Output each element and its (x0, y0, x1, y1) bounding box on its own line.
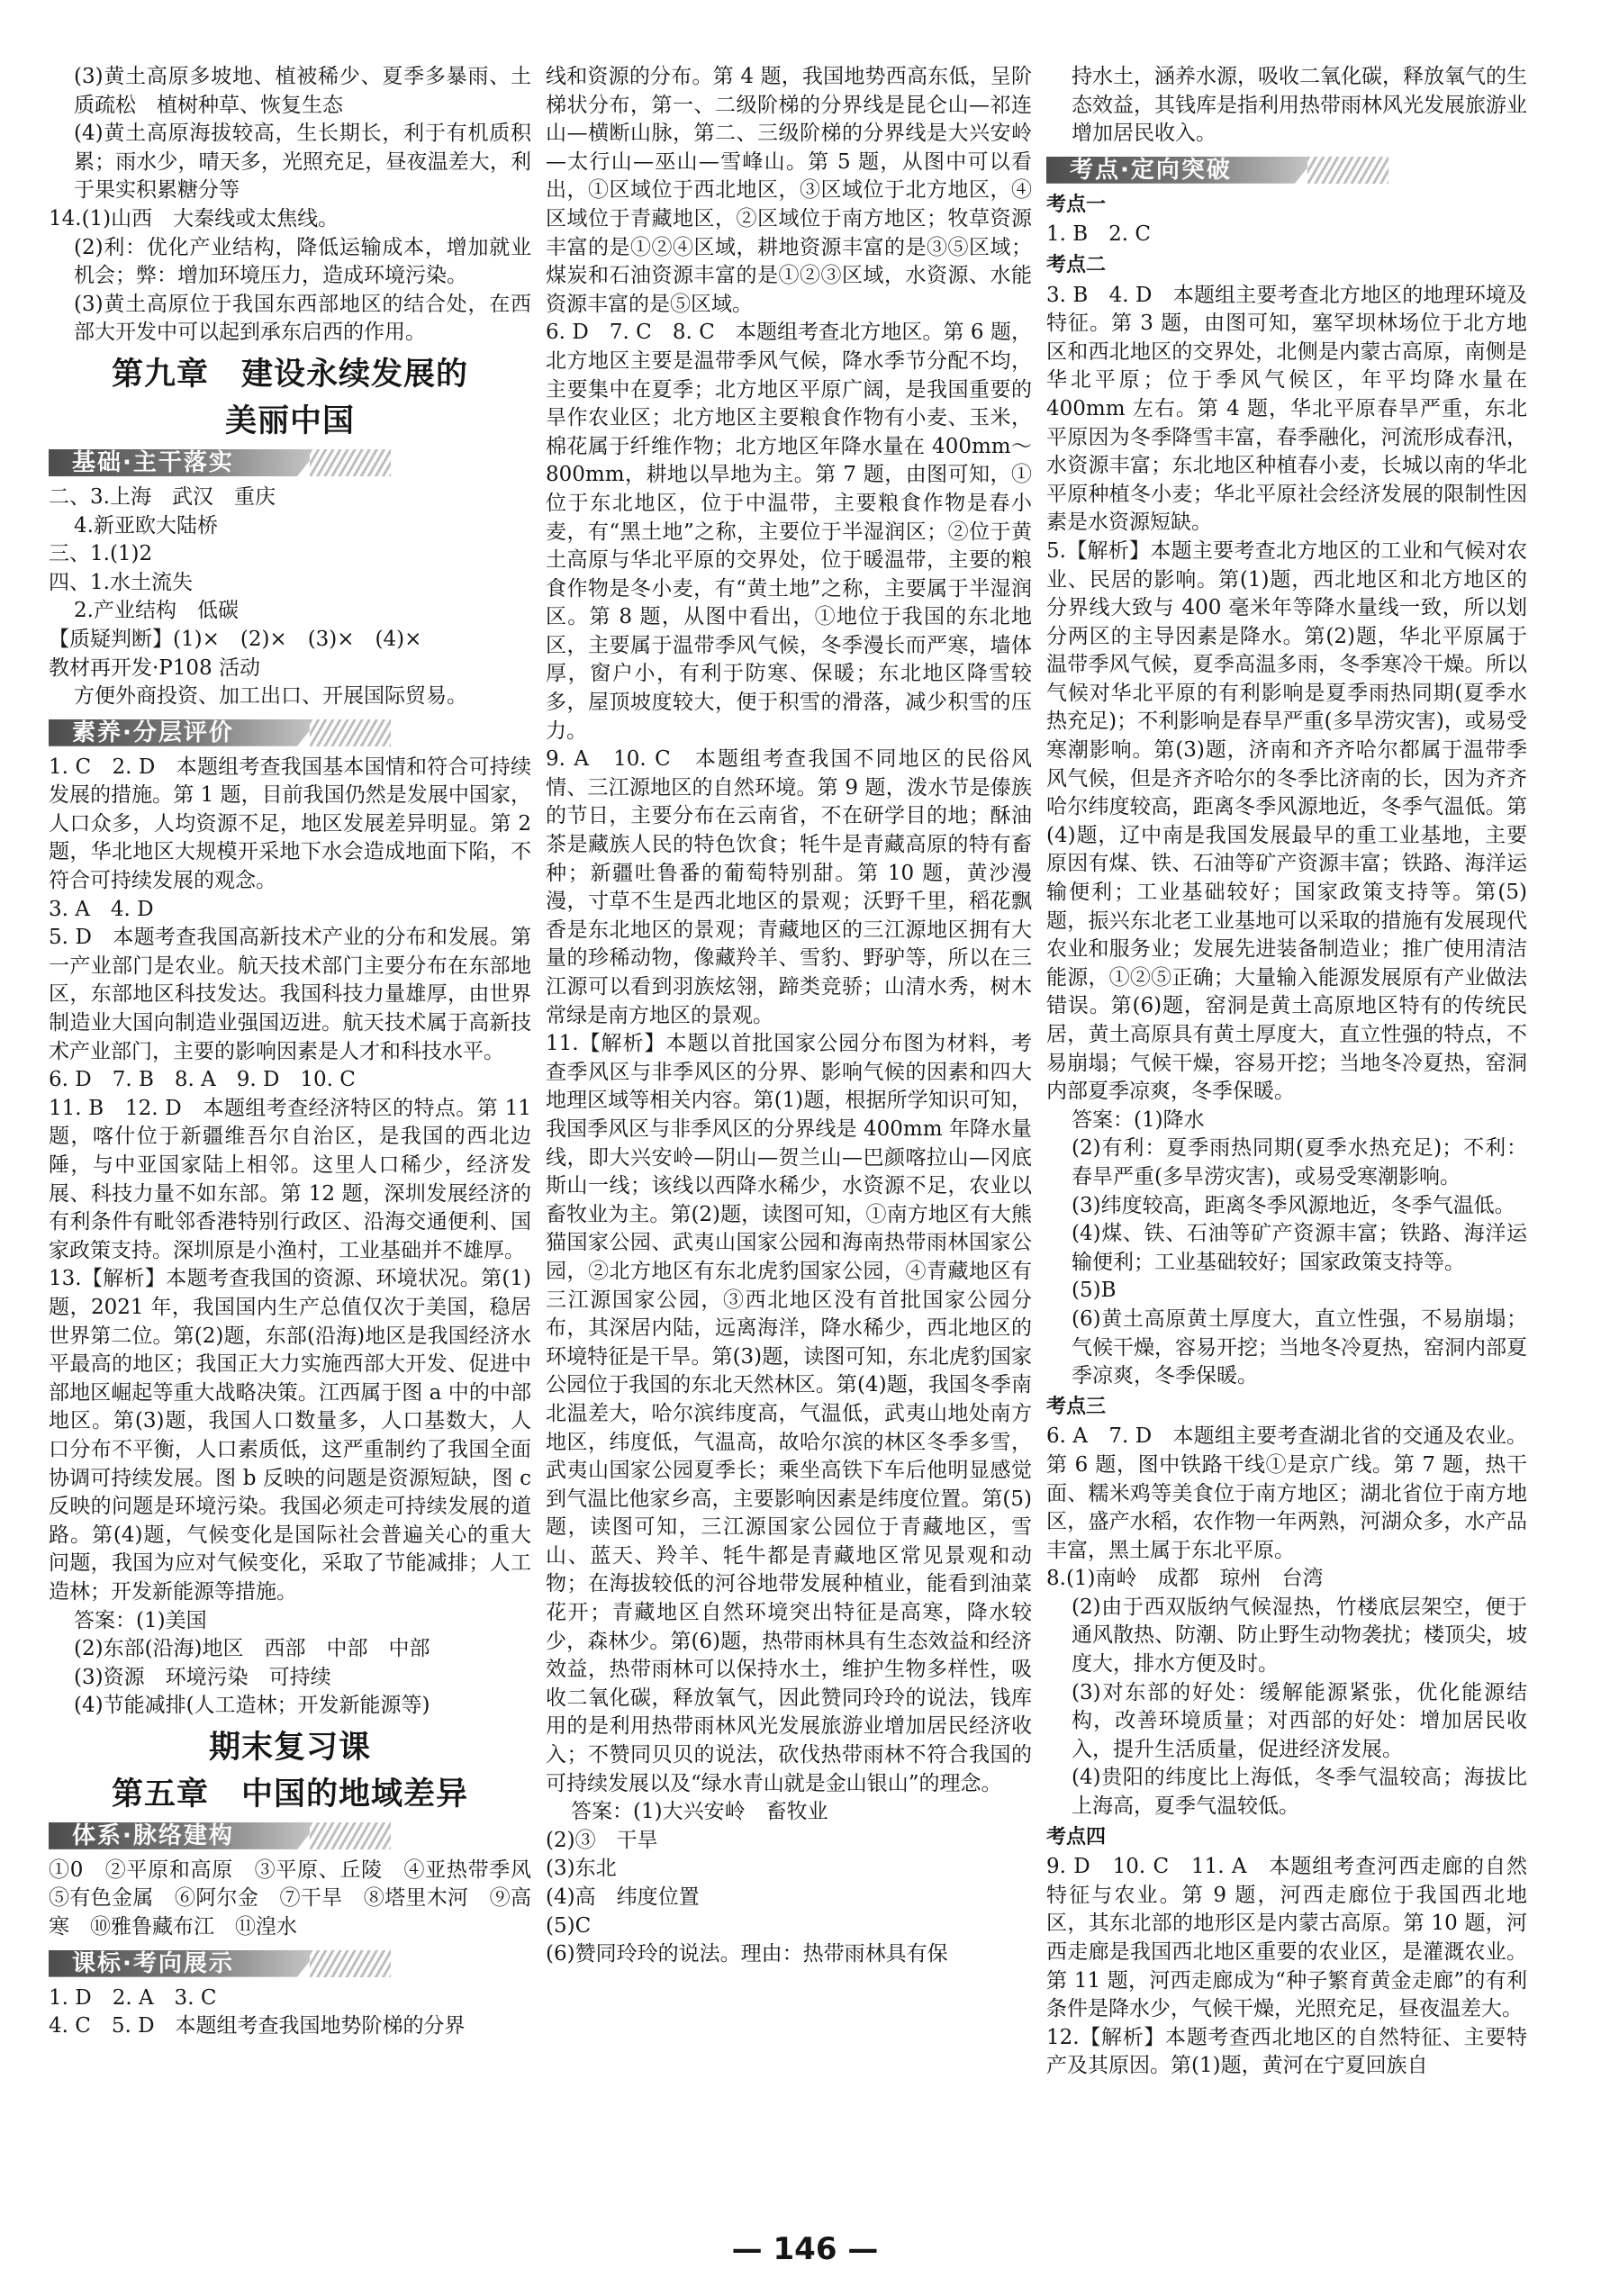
chapter-title: 期末复习课 (208, 1729, 371, 1766)
chapter-title: 美丽中国 (224, 402, 355, 439)
answer-paragraph: 4.新亚欧大陆桥 (74, 513, 218, 538)
answer-paragraph: 6. A 7. D 本题组主要考查湖北省的交通及农业。第 6 题，图中铁路干线①是京广线。第 7 题，热干面、糯米鸡等美食位于南方地区；湖北省位于南方地区，盛产水稻，农作物一年两熟，河湖众多，水产品丰富，黑土属于东北平原。 (1046, 1424, 1527, 1562)
answer-paragraph: 11.【解析】本题以首批国家公园分布图为材料，考查季风区与非季风区的分界、影响气候的因素和四大地理区域等相关内容。第(1)题，根据所学知识可知，我国季风区与非季风区的分界线是 400mm 年降水量线，即大兴安岭—阴山—贺兰山—巴颜喀拉山—冈底斯山一线；该线以西降水稀少，水资源不足，农业以畜牧业为主。第(2)题，读图可知，①南方地区有大熊猫国家公园、武夷山国家公园和海南热带雨林国家公园，②北方地区有东北虎豹国家公园，④青藏地区有三江源国家公园，③西北地区没有首批国家公园分布，其深居内陆，远离海洋，降水稀少，西北地区的环境特征是干旱。第(3)题，读图可知，东北虎豹国家公园位于我国的东北天然林区。第(4)题，我国冬季南北温差大，哈尔滨纬度高，气温低，武夷山地处南方地区，纬度低，气温高，故哈尔滨的林区冬季多雪，武夷山国家公园夏季长；乘坐高铁下车后他明显感觉到气温比他家乡高，主要影响因素是纬度位置。第(5)题，读图可知，三江源国家公园位于青藏地区，雪山、蓝天、羚羊、牦牛都是青藏地区常见景观和动物；在海拔较低的河谷地带发展种植业，能看到油菜花开；青藏地区自然环境突出特征是高寒，降水较少，森林少。第(6)题，热带雨林具有生态效益和经济效益，热带雨林可以保持水土，维护生物多样性，吸收二氧化碳，释放氧气，因此赞同玲玲的说法，钱库用的是利用热带雨林风光发展旅游业增加居民经济收入；不赞同贝贝的说法，砍伐热带雨林不符合我国的可持续发展以及“绿水青山就是金山银山”的理念。 (546, 1032, 1032, 1795)
answer-paragraph: 方便外商投资、加工出口、开展国际贸易。 (74, 684, 467, 709)
banner-hatch (310, 719, 391, 746)
answer-paragraph: 8.(1)南岭 成都 琼州 台湾 (1046, 1567, 1324, 1591)
answer-paragraph: (4)高 纬度位置 (546, 1885, 700, 1909)
answer-paragraph: (6)赞同玲玲的说法。理由：热带雨林具有保 (546, 1942, 948, 1966)
answer-paragraph: 13.【解析】本题考查我国的资源、环境状况。第(1)题，2021 年，我国国内生产总值仅次于美国，稳居世界第二位。第(2)题，东部(沿海)地区是我国经济水平最高的地区；我国正大力实施西部大开发、促进中部地区崛起等重大战略决策。江西属于图 a 中的中部地区。第(3)题，我国人口数量多，人口基数大，人口分布不平衡，人口素质低，这严重制约了我国全面协调可持续发展。图 b 反映的问题是资源短缺，图 c 反映的问题是环境污染。我国必须走可持续发展的道路。第(4)题，气候变化是国际社会普遍关心的重大问题，我国为应对气候变化，采取了节能减排；人工造林；开发新能源等措施。 (49, 1267, 531, 1604)
column-middle (546, 63, 1032, 1969)
answer-paragraph: 1. B 2. C (1046, 222, 1152, 247)
answer-paragraph: 6. D 7. B 8. A 9. D 10. C (49, 1068, 356, 1092)
answer-paragraph: 6. D 7. C 8. C 本题组考查北方地区。第 6 题，北方地区主要是温带季风气候，降水季节分配不均，主要集中在夏季；北方地区平原广阔，是我国重要的旱作农业区；北方地区主要粮食作物有小麦、玉米，棉花属于纤维作物；北方地区年降水量在 400mm～800mm，耕地以旱地为主。第 7 题，由图可知，①位于东北地区，位于中温带，主要粮食作物是春小麦，有“黑土地”之称，主要位于半湿润区；②位于黄土高原与华北平原的交界处，位于暖温带，主要的粮食作物是冬小麦，有“黄土地”之称，主要属于半湿润区。第 8 题，从图中看出，①地位于我国的东北地区，主要属于温带季风气候，冬季漫长而严寒，墙体厚，窗户小，有利于防寒、保暖；东北地区降雪较多，屋顶坡度较大，便于积雪的滑落，减少积雪的压力。 (546, 321, 1032, 743)
answer-paragraph: (6)黄土高原黄土厚度大，直立性强，不易崩塌；气候干燥，容易开挖；当地冬冷夏热，窑洞内部夏季凉爽，冬季保暖。 (1072, 1306, 1527, 1388)
page-number: — 146 — (731, 2231, 879, 2267)
banner-label: 素养·分层评价 (72, 719, 234, 746)
answer-paragraph: (3)东北 (546, 1857, 617, 1881)
column-right (1046, 63, 1527, 2081)
banner-hatch (1307, 157, 1388, 184)
kaodian-heading: 考点一 (1046, 193, 1107, 216)
chapter-title: 第九章 建设永续发展的 (111, 356, 468, 393)
answer-paragraph: 3. A 4. D (49, 897, 154, 921)
answer-paragraph: 9. A 10. C 本题组考查我国不同地区的民俗风情、三江源地区的自然环境。第 9 题，泼水节是傣族的节日，主要分布在云南省，不在研学目的地；酥油茶是藏族人民的特色饮食；牦牛是青藏高原的特有畜种；新疆吐鲁番的葡萄特别甜。第 10 题，黄沙漫漫，寸草不生是西北地区的景观；沃野千里，稻花飘香是东北地区的景观；青藏地区的三江源地区拥有大量的珍稀动物，像藏羚羊、雪豹、野驴等，所以在三江源可以看到羽族炫翎，蹄类竞骄；山清水秀，树木常绿是南方地区的景观。 (546, 747, 1032, 1027)
banner-hatch (310, 1822, 391, 1849)
answer-paragraph: (5)C (546, 1913, 592, 1938)
answer-paragraph: 11. B 12. D 本题组考查经济特区的特点。第 11 题，喀什位于新疆维吾尔自治区，是我国的西北边陲，与中亚国家陆上相邻。这里人口稀少，经济发展、科技力量不如东部。第 12 题，深圳发展经济的有利条件有毗邻香港特别行政区、沿海交通便利、国家政策支持。深圳原是小渔村，工业基础并不雄厚。 (49, 1096, 531, 1262)
answer-paragraph: (2)东部(沿海)地区 西部 中部 中部 (74, 1637, 430, 1661)
section-banner (1046, 153, 1527, 187)
section-banner (49, 716, 531, 750)
chapter-title: 第五章 中国的地域差异 (111, 1776, 468, 1812)
answer-paragraph: ①0 ②平原和高原 ③平原、丘陵 ④亚热带季风 ⑤有色金属 ⑥阿尔金 ⑦干旱 ⑧塔里木河 ⑨高寒 ⑩雅鲁藏布江 ⑪湟水 (49, 1858, 552, 1939)
kaodian-heading: 考点二 (1046, 253, 1107, 276)
answer-paragraph: 5.【解析】本题主要考查北方地区的工业和气候对农业、民居的影响。第(1)题，西北地区和北方地区的分界线大致与 400 毫米年等降水量线一致，所以划分两区的主导因素是降水。第(2)题，华北平原属于温带季风气候，夏季高温多雨，冬季寒冷干燥。所以气候对华北平原的有利影响是夏季雨热同期(夏季水热充足)；不利影响是春旱严重(多旱涝灾害)，或易受寒潮影响。第(3)题，济南和齐齐哈尔都属于温带季风气候，但是齐齐哈尔的冬季比济南的长，因为齐齐哈尔纬度较高，距离冬季风源地近，冬季气温低。第(4)题，辽中南是我国发展最早的重工业基地，主要原因有煤、铁、石油等矿产资源丰富；铁路、海洋运输便利；工业基础较好；国家政策支持等。第(5)题，振兴东北老工业基地可以采取的措施有发展现代农业和服务业；发展先进装备制造业；推广使用清洁能源，①②⑤正确；大量输入能源发展原有产业做法错误。第(6)题，窑洞是黄土高原地区特有的传统民居，黄土高原具有黄土厚度大，直立性强的特点，不易崩塌；气候干燥，容易开挖；当地冬冷夏热，窑洞内部夏季凉爽，冬季保暖。 (1046, 538, 1527, 1104)
answer-paragraph: (2)③ 干旱 (546, 1828, 658, 1852)
banner-label: 课标·考向展示 (72, 1949, 234, 1977)
answer-paragraph: 四、1.水土流失 (49, 570, 193, 594)
answer-paragraph: 14.(1)山西 大秦线或太焦线。 (49, 206, 339, 231)
answer-paragraph: 1. D 2. A 3. C (49, 1985, 217, 2010)
answer-paragraph: 答案：(1)降水 (1072, 1107, 1205, 1132)
banner-hatch (310, 1950, 391, 1977)
answer-paragraph: 3. B 4. D 本题组主要考查北方地区的地理环境及特征。第 3 题，由图可知，塞罕坝林场位于北方地区和西北地区的交界处，北侧是内蒙古高原，南侧是华北平原；位于季风气候区，年平均降水量在 400mm 左右。第 4 题，华北平原春旱严重，东北平原因为冬季降雪丰富，春季融化，河流形成春汛，水资源丰富；东北地区种植春小麦，长城以南的华北平原种植冬小麦；华北平原社会经济发展的限制性因素是水资源短缺。 (1046, 283, 1527, 535)
answer-paragraph: 答案：(1)美国 (74, 1608, 207, 1632)
answer-paragraph: (3)对东部的好处：缓解能源紧张，优化能源结构，改善环境质量；对西部的好处：增加居民收入，提升生活质量，促进经济发展。 (1072, 1680, 1527, 1761)
answer-paragraph: (4)贵阳的纬度比上海低，冬季气温较高；海拔比上海高，夏季气温较低。 (1072, 1766, 1527, 1819)
answer-paragraph: (3)黄土高原位于我国东西部地区的结合处，在西部大开发中可以起到承东启西的作用。 (74, 292, 531, 345)
section-banner (49, 1819, 531, 1853)
banner-label: 考点·定向突破 (1070, 156, 1232, 184)
answer-paragraph: 持水土，涵养水源，吸收二氧化碳，释放氧气的生态效益，其钱库是指利用热带雨林风光发展旅游业增加居民收入。 (1072, 65, 1527, 146)
answer-paragraph: 二、3.上海 武汉 重庆 (49, 484, 276, 509)
answer-paragraph: 9. D 10. C 11. A 本题组考查河西走廊的自然特征与农业。第 9 题，河西走廊位于我国西北地区，其东北部的地形区是内蒙古高原。第 10 题，河西走廊是我国西北地区重要的农业区，是灌溉农业。第 11 题，河西走廊成为“种子繁育黄金走廊”的有利条件是降水少，气候干燥，光照充足，昼夜温差大。 (1046, 1855, 1527, 2021)
answer-paragraph: (4)黄土高原海拔较高，生长期长，利于有机质积累；雨水少，晴天多，光照充足，昼夜温差大，利于果实积累糖分等 (74, 122, 531, 203)
answer-paragraph: (3)资源 环境污染 可持续 (74, 1665, 331, 1689)
answer-paragraph: 5. D 本题考查我国高新技术产业的分布和发展。第一产业部门是农业。航天技术部门主要分布在东部地区，东部地区科技发达。我国科技力量雄厚，由世界制造业大国向制造业强国迈进。航天技术属于高新技术产业部门，主要的影响因素是人才和科技水平。 (49, 926, 531, 1063)
kaodian-heading: 考点三 (1046, 1395, 1107, 1418)
answer-paragraph: (2)利：优化产业结构，降低运输成本，增加就业机会；弊：增加环境压力，造成环境污染。 (74, 235, 531, 288)
answer-paragraph: 三、1.(1)2 (49, 542, 153, 566)
answer-paragraph: 1. C 2. D 本题组考查我国基本国情和符合可持续发展的措施。第 1 题，目前我国仍然是发展中国家，人口众多，人均资源不足，地区发展差异明显。第 2 题，华北地区大规模开采地下水会造成地面下陷，不符合可持续发展的观念。 (49, 755, 531, 893)
answer-paragraph: 12.【解析】本题考查西北地区的自然特征、主要特产及其原因。第(1)题，黄河在宁夏回族自 (1046, 2025, 1527, 2078)
answer-paragraph: (4)节能减排(人工造林；开发新能源等) (74, 1694, 430, 1718)
section-banner (49, 446, 531, 480)
answer-paragraph: (5)B (1072, 1279, 1117, 1303)
section-banner (49, 1947, 531, 1981)
answer-paragraph: 教材再开发·P108 活动 (49, 655, 260, 680)
kaodian-heading: 考点四 (1046, 1825, 1107, 1849)
banner-label: 基础·主干落实 (72, 448, 234, 476)
answer-paragraph: 4. C 5. D 本题组考查我国地势阶梯的分界 (49, 2014, 466, 2038)
answer-paragraph: (2)由于西双版纳气候湿热，竹楼底层架空，便于通风散热、防潮、防止野生动物袭扰；楼顶尖，坡度大，排水方便及时。 (1072, 1595, 1527, 1677)
answer-paragraph: 【质疑判断】(1)× (2)× (3)× (4)× (49, 627, 422, 651)
answer-paragraph: 2.产业结构 低碳 (74, 599, 239, 623)
answer-paragraph: (3)纬度较高，距离冬季风源地近，冬季气温低。 (1072, 1193, 1515, 1217)
banner-label: 体系·脉络建构 (72, 1821, 234, 1849)
answer-paragraph: (3)黄土高原多坡地、植被稀少、夏季多暴雨、土质疏松 植树种草、恢复生态 (74, 65, 531, 117)
answer-paragraph: (2)有利：夏季雨热同期(夏季水热充足)；不利：春旱严重(多旱涝灾害)，或易受寒潮影响。 (1072, 1136, 1527, 1189)
column-left (49, 63, 552, 2041)
answer-paragraph: 答案：(1)大兴安岭 畜牧业 (571, 1800, 828, 1824)
answer-paragraph: 线和资源的分布。第 4 题，我国地势西高东低，呈阶梯状分布，第一、二级阶梯的分界线是昆仑山—祁连山—横断山脉，第二、三级阶梯的分界线是大兴安岭—太行山—巫山—雪峰山。第 5 题，从图中可以看出，①区域位于西北地区，③区域位于北方地区，④区域位于青藏地区，②区域位于南方地区；牧草资源丰富的是①②④区域，耕地资源丰富的是③⑤区域；煤炭和石油资源丰富的是①②③区域，水资源、水能资源丰富的是⑤区域。 (546, 65, 1032, 316)
banner-hatch (310, 449, 391, 476)
answer-paragraph: (4)煤、铁、石油等矿产资源丰富；铁路、海洋运输便利；工业基础较好；国家政策支持等。 (1072, 1222, 1527, 1274)
